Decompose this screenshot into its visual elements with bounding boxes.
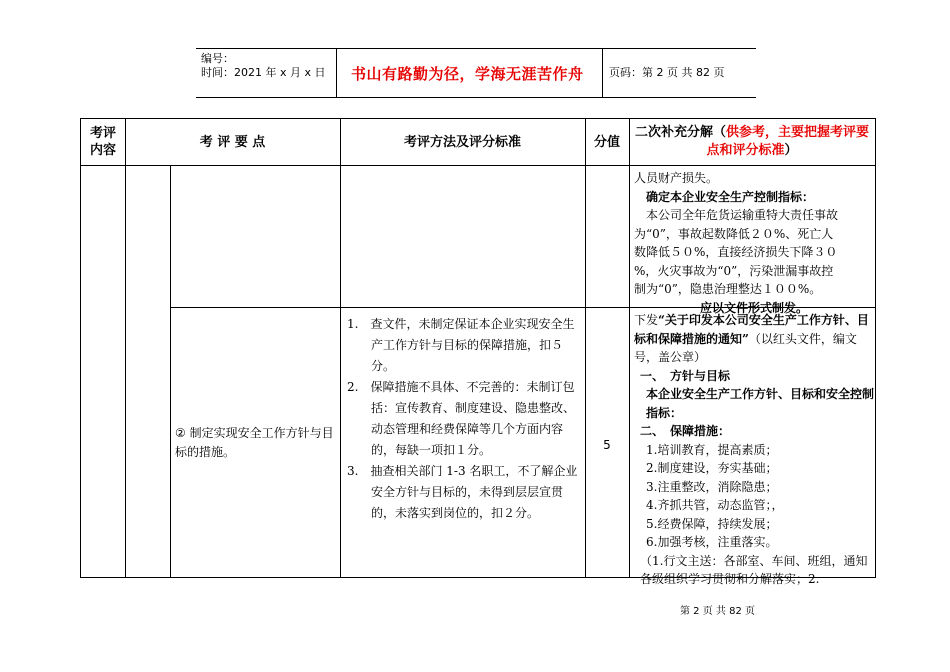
header-method: 考评方法及评分标准 <box>403 135 521 150</box>
section-policy-goal: 一、 方针与目标 <box>640 368 731 383</box>
row2-score: 5 <box>603 438 611 452</box>
measure-item: 1.培训教育，提高素质； <box>646 442 778 457</box>
notice-line <box>634 311 874 367</box>
section-measures: 二、 保障措施： <box>640 424 731 438</box>
measure-item: 5.经费保障，持续发展； <box>646 516 778 531</box>
method-item: 1. 查文件，未制定保证本企业实现安全生产工作方针与目标的保障措施，扣５分。 <box>347 317 575 373</box>
row1-line: 为“0”，事故起数降低２０%、死亡人 <box>634 226 834 241</box>
method-item: 3. 抽查相关部门 1-3 名职工，不了解企业安全方针与目标的，未得到层层宣贯的，未落实到岗位的，扣２分。 <box>347 464 578 520</box>
header-row-rule <box>81 165 875 166</box>
row1-line: 数降低５０%，直接经济损失下降３０ <box>634 245 838 259</box>
row1-line: 制为“0”，隐患治理整达１００%。 <box>634 282 822 296</box>
row1-line: 人员财产损失。 <box>634 171 719 185</box>
header-content: 考评 内容 <box>89 126 116 158</box>
notice-title: “关于印发本公司安全生产工作方针、目标和保障措施的通知” <box>634 313 869 346</box>
header-supplement-note: 供参考，主要把握考评要点和评分标准 <box>706 125 870 158</box>
col-divider-1 <box>125 119 126 577</box>
col-divider-2 <box>170 165 171 577</box>
method-item: 2. 保障措施不具体、不完善的：未制订包括：宣传教育、制度建设、隐患整改、动态管理和经费保障等几个方面内容的，每缺一项扣１分。 <box>347 380 576 457</box>
header-divider-left <box>336 48 337 98</box>
header-score: 分值 <box>593 135 620 150</box>
row1-line: 应以文件形式制发。 <box>699 300 808 315</box>
page-footer: 第 2 页 共 82 页 <box>680 606 755 617</box>
row2-methods <box>347 314 579 524</box>
row2-assessment-point: ② 制定实现安全工作方针与目标的措施。 <box>175 426 334 459</box>
header-points: 考 评 要 点 <box>199 135 266 150</box>
col-divider-3 <box>340 119 341 577</box>
row1-line: 本公司全年危货运输重特大责任事故 <box>634 208 839 222</box>
header-bottom-rule <box>196 97 756 98</box>
header-supplement-main: 二次补充分解（ <box>634 125 726 140</box>
header-top-rule <box>196 48 756 49</box>
doc-time-label: 时间：2021 年 x 月 x 日 <box>201 66 326 79</box>
doc-number-label: 编号： <box>201 52 234 65</box>
policy-goal-text: 本企业安全生产工作方针、目标和安全控制指标： <box>646 387 875 420</box>
row1-supplement <box>634 169 874 317</box>
motto-text: 书山有路勤为径，学海无涯苦作舟 <box>351 65 584 83</box>
page-code-label: 页码：第 2 页 共 82 页 <box>609 66 725 79</box>
row1-line: 确定本企业安全生产控制指标： <box>634 189 815 204</box>
header-divider-right <box>602 48 603 98</box>
measure-item: 3.注重整改，消除隐患； <box>646 479 778 494</box>
col-divider-5 <box>629 119 630 577</box>
measure-item: 4.齐抓共管，动态监管；， <box>646 498 784 512</box>
notice-prefix: 下发 <box>634 313 659 327</box>
col-divider-4 <box>585 119 586 577</box>
row1-line: %，火灾事故为“0”，污染泄漏事故控 <box>634 263 834 278</box>
measure-item: 2.制度建设，夯实基础； <box>646 461 778 475</box>
header-supplement <box>633 124 871 160</box>
row2-supplement <box>634 311 874 589</box>
measure-item: 6.加强考核，注重落实。 <box>646 535 778 549</box>
distribution-note: （1.行文主送：各部室、车间、班组，通知各级组织学习贯彻和分解落实；2. <box>640 553 868 586</box>
header-supplement-tail: ） <box>784 143 798 158</box>
notice-suffix: （以红头文件，编文号，盖公章） <box>634 331 857 364</box>
assessment-table <box>80 118 876 586</box>
